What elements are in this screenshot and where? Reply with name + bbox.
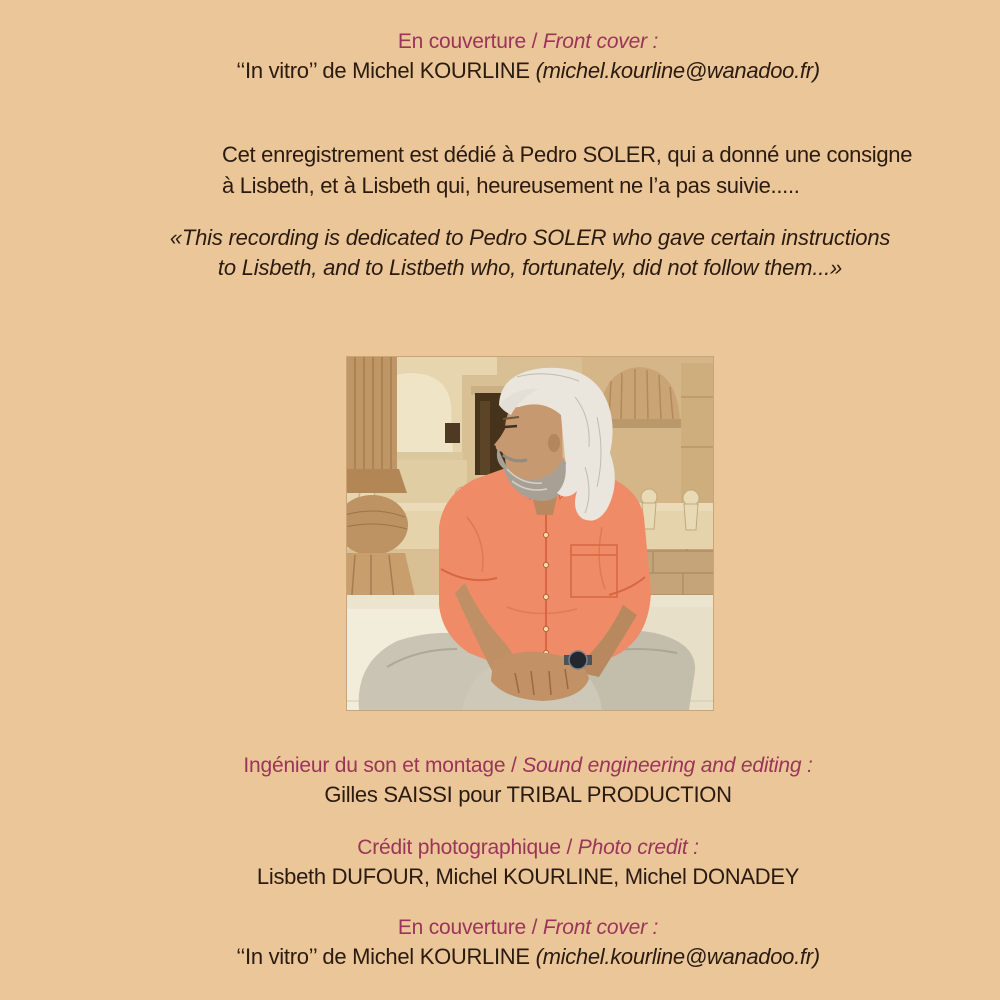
heading-en: Sound engineering and editing :	[522, 754, 813, 777]
heading-en: Front cover :	[542, 30, 659, 53]
cover-work-title: ‘‘In vitro’’ de Michel KOURLINE	[236, 58, 536, 83]
artist-photo	[347, 357, 713, 710]
cover-credit-top-heading	[28, 29, 1000, 54]
heading-fr: En couverture	[397, 916, 526, 939]
heading-separator: /	[525, 916, 543, 939]
watch-face	[569, 651, 587, 669]
artist-photo-illustration	[347, 357, 713, 710]
photo-credit-heading	[28, 835, 1000, 860]
cover-artist-email: (michel.kourline@wanadoo.fr)	[535, 58, 820, 83]
cover-work-title: ‘‘In vitro’’ de Michel KOURLINE	[236, 944, 536, 969]
sound-credit-heading	[28, 753, 1000, 778]
dedication-english-line2: to Lisbeth, and to Listbeth who, fortunately, did not follow them...»	[217, 255, 843, 280]
heading-fr: En couverture	[397, 30, 526, 53]
photo-credit-line: Lisbeth DUFOUR, Michel KOURLINE, Michel DONADEY	[256, 864, 800, 889]
photo-credit-section	[28, 835, 1000, 890]
sound-credit-line: Gilles SAISSI pour TRIBAL PRODUCTION	[324, 782, 732, 807]
cover-credit-bottom-heading	[28, 915, 1000, 940]
heading-en: Front cover :	[542, 916, 659, 939]
dedication-english-line1: «This recording is dedicated to Pedro SOLER who gave certain instructions	[169, 225, 891, 250]
heading-fr: Crédit photographique	[357, 836, 561, 859]
cover-credit-top-section	[28, 29, 1000, 84]
cover-artist-email: (michel.kourline@wanadoo.fr)	[535, 944, 820, 969]
heading-en: Photo credit :	[577, 836, 699, 859]
heading-fr: Ingénieur du son et montage	[243, 754, 506, 777]
heading-separator: /	[505, 754, 523, 777]
dedication-french-line2: à Lisbeth, et à Lisbeth qui, heureusement ne l’a pas suivie.....	[222, 173, 800, 198]
dedication-french	[222, 139, 982, 201]
heading-separator: /	[525, 30, 543, 53]
cover-credit-bottom-line	[28, 943, 1000, 970]
dedication-french-line1: Cet enregistrement est dédié à Pedro SOLER, qui a donné une consigne	[222, 142, 913, 167]
sound-credit-section	[28, 753, 1000, 808]
heading-separator: /	[560, 836, 578, 859]
cover-credit-bottom-section	[28, 915, 1000, 970]
dedication-english	[30, 223, 1000, 283]
eye	[505, 426, 517, 427]
cover-credit-top-line	[28, 57, 1000, 84]
